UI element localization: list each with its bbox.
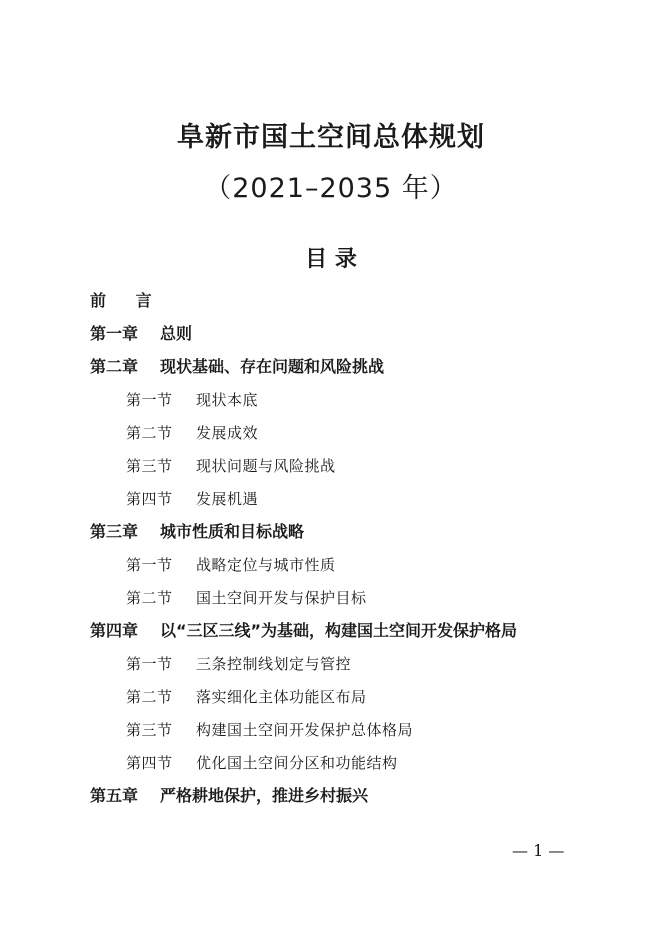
toc-entry-chapter-2[interactable] xyxy=(90,354,384,380)
toc-entry-title: 落实细化主体功能区布局 xyxy=(196,688,367,706)
toc-entry-title: 构建国土空间开发保护总体格局 xyxy=(196,721,414,739)
toc-entry-section[interactable] xyxy=(126,585,367,611)
toc-heading: 目 录 xyxy=(305,246,357,272)
toc-entry-title: 严格耕地保护，推进乡村振兴 xyxy=(160,786,369,805)
toc-entry-section[interactable] xyxy=(126,651,351,677)
toc-entry-number: 第二节 xyxy=(126,589,173,607)
toc-entry-section[interactable] xyxy=(126,420,258,446)
plan-period: （2021–2035 年） xyxy=(204,173,458,204)
toc-entry-number: 第三章 xyxy=(90,522,139,541)
toc-entry-title: 发展机遇 xyxy=(196,490,259,508)
toc-entry-title: 发展成效 xyxy=(196,424,259,442)
toc-entry-number: 第一节 xyxy=(126,655,173,673)
toc-entry-title: 优化国土空间分区和功能结构 xyxy=(196,754,398,772)
toc-entry-number: 第一节 xyxy=(126,391,173,409)
toc-entry-title: 以“三区三线”为基础，构建国土空间开发保护格局 xyxy=(160,621,518,640)
toc-entry-number: 第四节 xyxy=(126,754,173,772)
toc-entry-number: 第四章 xyxy=(90,621,139,640)
toc-entry-section[interactable] xyxy=(126,552,336,578)
toc-entry-number: 第一章 xyxy=(90,324,139,343)
toc-entry-section[interactable] xyxy=(126,486,258,512)
toc-entry-title: 现状本底 xyxy=(196,391,259,409)
toc-entry-title: 战略定位与城市性质 xyxy=(196,556,336,574)
toc-entry-number: 第五章 xyxy=(90,786,139,805)
toc-entry-title: 国土空间开发与保护目标 xyxy=(196,589,367,607)
toc-entry-number: 第一节 xyxy=(126,556,173,574)
toc-entry-number: 第二章 xyxy=(90,357,139,376)
toc-entry-chapter-5[interactable] xyxy=(90,783,368,809)
toc-entry-preface[interactable] xyxy=(90,288,164,314)
toc-entry-title: 现状问题与风险挑战 xyxy=(196,457,336,475)
toc-entry-title: 城市性质和目标战略 xyxy=(160,522,305,541)
toc-entry-number: 第二节 xyxy=(126,688,173,706)
toc-entry-number: 第四节 xyxy=(126,490,173,508)
toc-entry-section[interactable] xyxy=(126,750,398,776)
toc-entry-title: 总则 xyxy=(160,324,193,343)
toc-entry-title: 现状基础、存在问题和风险挑战 xyxy=(160,357,385,376)
toc-entry-number: 前 言 xyxy=(90,291,164,310)
toc-entry-chapter-1[interactable] xyxy=(90,321,192,347)
toc-entry-section[interactable] xyxy=(126,717,413,743)
toc-entry-chapter-4[interactable] xyxy=(90,618,517,644)
toc-entry-section[interactable] xyxy=(126,453,336,479)
toc-entry-number: 第二节 xyxy=(126,424,173,442)
toc-entry-section[interactable] xyxy=(126,684,367,710)
toc-entry-chapter-3[interactable] xyxy=(90,519,304,545)
toc-entry-number: 第三节 xyxy=(126,457,173,475)
toc-entry-number: 第三节 xyxy=(126,721,173,739)
toc-entry-title: 三条控制线划定与管控 xyxy=(196,655,352,673)
toc-entry-section[interactable] xyxy=(126,387,258,413)
document-title: 阜新市国土空间总体规划 xyxy=(177,122,485,153)
page-number: — 1 — xyxy=(512,841,565,860)
